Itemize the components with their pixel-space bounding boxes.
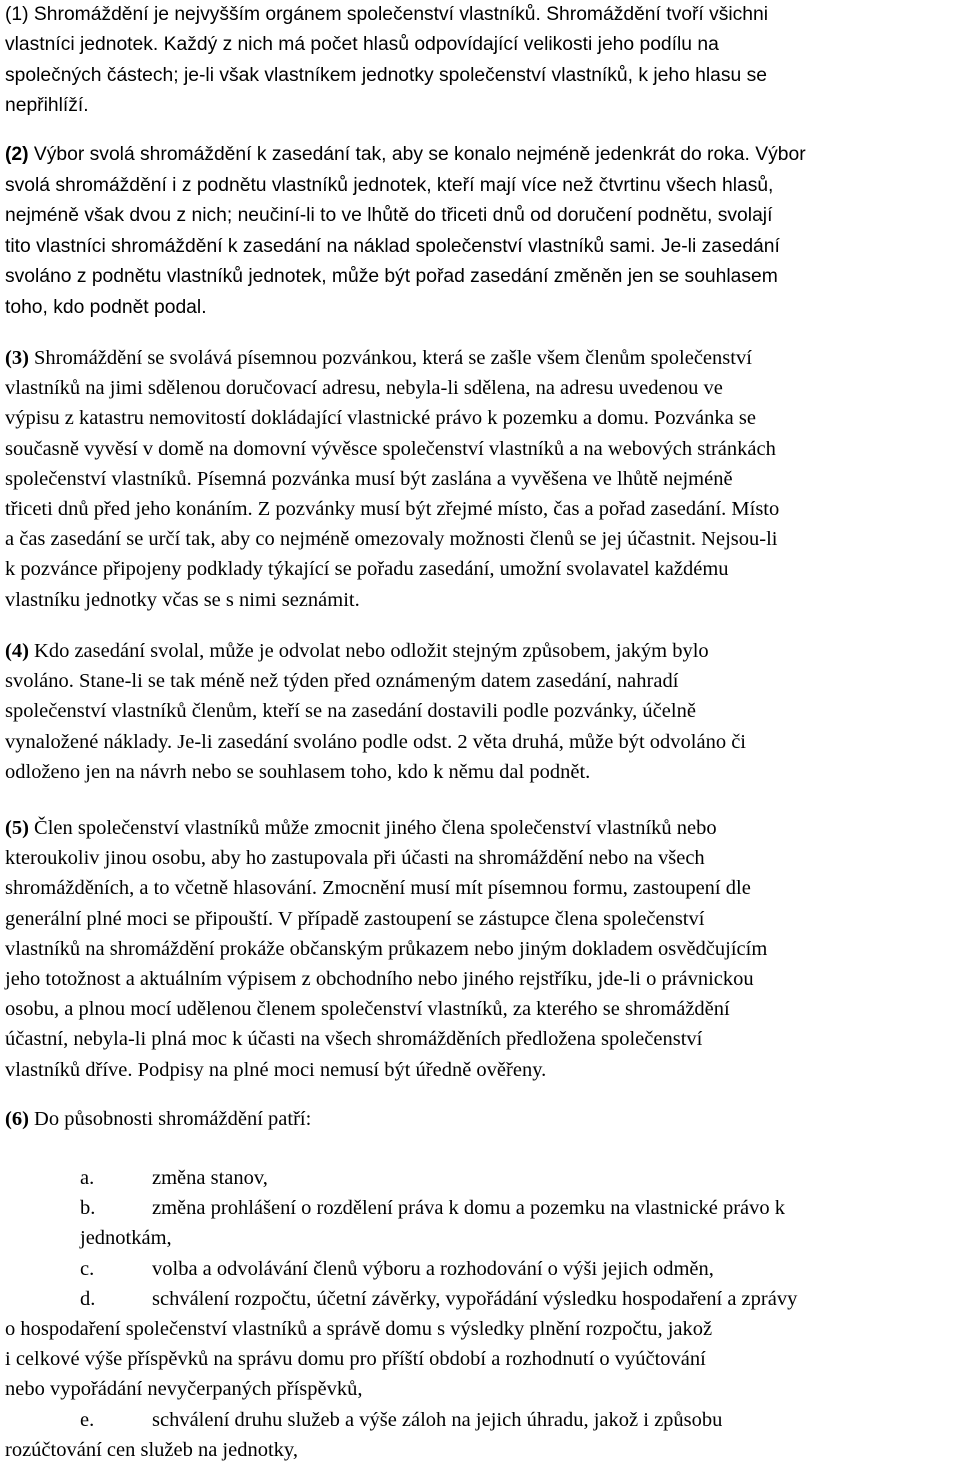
paragraph-1-line-3: společných částech; je-li však vlastníkem jednotky společenství vlastníků, k jeho hlasu se bbox=[5, 64, 767, 86]
paragraph-3-line-5: společenství vlastníků. Písemná pozvánka musí být zaslána a vyvěšena ve lhůtě nejméně bbox=[5, 467, 733, 490]
paragraph-1 bbox=[5, 0, 768, 122]
paragraph-5-line-8: účastní, nebyla-li plná moc k účasti na všech shromážděních předložena společenství bbox=[5, 1028, 703, 1051]
list-item-b-letter: b. bbox=[80, 1197, 96, 1220]
paragraph-6 bbox=[5, 1104, 311, 1134]
list-item-d-line-3: i celkové výše příspěvků na správu domu pro příští období a rozhodnutí o vyúčtování bbox=[5, 1348, 706, 1371]
paragraph-3-line-7: a čas zasedání se určí tak, aby co nejméně omezovaly možnosti členů se jej účastnit. Nejsou-li bbox=[5, 528, 778, 551]
paragraph-4-line-1: (4) Kdo zasedání svolal, může je odvolat nebo odložit stejným způsobem, jakým bylo bbox=[5, 640, 709, 662]
paragraph-2-number: (2) bbox=[5, 144, 29, 165]
paragraph-4-line-3: společenství vlastníků členům, kteří se na zasedání dostavili podle pozvánky, účelně bbox=[5, 700, 696, 723]
paragraph-2-line-6: toho, kdo podnět podal. bbox=[5, 296, 207, 318]
list-item-a-letter: a. bbox=[80, 1167, 95, 1189]
paragraph-2-line-5: svoláno z podnětu vlastníků jednotek, může být pořad zasedání změněn jen se souhlasem bbox=[5, 266, 778, 287]
list-item-b: b. změna prohlášení o rozdělení práva k domu a pozemku na vlastnické právo k bbox=[5, 1193, 797, 1223]
list-item-c-letter: c. bbox=[80, 1257, 95, 1280]
paragraph-5-line-3: shromážděních, a to včetně hlasování. Zmocnění musí mít písemnou formu, zastoupení dle bbox=[5, 877, 751, 900]
list-item-d: d. schválení rozpočtu, účetní závěrky, vypořádání výsledku hospodaření a zprávy bbox=[5, 1284, 797, 1314]
paragraph-5-number: (5) bbox=[5, 817, 29, 839]
paragraph-3-line-2: vlastníků na jimi sdělenou doručovací adresu, nebyla-li sdělena, na adresu uvedenou ve bbox=[5, 377, 723, 400]
list-item-d-letter: d. bbox=[80, 1287, 96, 1310]
list-item-e-letter: e. bbox=[80, 1408, 95, 1431]
paragraph-1-number: (1) bbox=[5, 4, 29, 25]
paragraph-3-line-6: třiceti dnů před jeho konáním. Z pozvánky musí být zřejmé místo, čas a pořad zasedání. Místo bbox=[5, 498, 780, 521]
paragraph-5-line-5: vlastníků na shromáždění prokáže občanským průkazem nebo jiným dokladem osvědčujícím bbox=[5, 937, 768, 960]
paragraph-2 bbox=[5, 140, 806, 323]
paragraph-5-line-2: kteroukoliv jinou osobu, aby ho zastupovala při účasti na shromáždění nebo na všech bbox=[5, 847, 705, 870]
paragraph-5-line-4: generální plné moci se připouští. V případě zastoupení se zástupce člena společenství bbox=[5, 907, 705, 930]
paragraph-5-line-1: (5) Člen společenství vlastníků může zmocnit jiného člena společenství vlastníků nebo bbox=[5, 817, 717, 839]
paragraph-6-intro: (6) Do působnosti shromáždění patří: bbox=[5, 1108, 312, 1130]
paragraph-3-number: (3) bbox=[5, 347, 29, 369]
paragraph-3-line-4: současně vyvěsí v domě na domovní vývěsce společenství vlastníků a na webových stránkách bbox=[5, 437, 776, 460]
paragraph-2-line-1: (2) Výbor svolá shromáždění k zasedání tak, aby se konalo nejméně jedenkrát do roka. Výbor bbox=[5, 144, 806, 165]
paragraph-6-number: (6) bbox=[5, 1108, 29, 1130]
paragraph-1-line-1: (1) Shromáždění je nejvyšším orgánem společenství vlastníků. Shromáždění tvoří všichni bbox=[5, 4, 769, 25]
paragraph-4-number: (4) bbox=[5, 640, 29, 662]
paragraph-2-line-3: nejméně však dvou z nich; neučiní-li to ve lhůtě do třiceti dnů od doručení podnětu, svolají bbox=[5, 205, 773, 226]
paragraph-4-line-4: vynaložené náklady. Je-li zasedání svoláno podle odst. 2 věta druhá, může být odvoláno či bbox=[5, 730, 747, 753]
list-item-e: e. schválení druhu služeb a výše záloh na jejich úhradu, jakož i způsobu bbox=[5, 1405, 797, 1435]
paragraph-6-list bbox=[5, 1163, 797, 1465]
paragraph-5-line-6: jeho totožnost a aktuálním výpisem z obchodního nebo jiného rejstříku, jde-li o právnickou bbox=[5, 968, 754, 991]
list-item-c: c. volba a odvolávání členů výboru a rozhodování o výši jejich odměn, bbox=[5, 1254, 797, 1284]
paragraph-3-line-1: (3) Shromáždění se svolává písemnou pozvánkou, která se zašle všem členům společenství bbox=[5, 347, 752, 369]
paragraph-5-line-9: vlastníků dříve. Podpisy na plné moci nemusí být úředně ověřeny. bbox=[5, 1058, 547, 1081]
paragraph-1-line-2: vlastníci jednotek. Každý z nich má počet hlasů odpovídající velikosti jeho podílu na bbox=[5, 34, 719, 56]
paragraph-4-line-5: odloženo jen na návrh nebo se souhlasem toho, kdo k němu dal podnět. bbox=[5, 760, 591, 783]
paragraph-5-line-7: osobu, a plnou mocí udělenou členem společenství vlastníků, za kterého se shromáždění bbox=[5, 998, 730, 1021]
paragraph-2-line-2: svolá shromáždění i z podnětu vlastníků jednotek, kteří mají více než čtvrtinu všech hlasů, bbox=[5, 174, 774, 196]
paragraph-3-line-9: vlastníku jednotky včas se s nimi seznámit. bbox=[5, 588, 360, 611]
paragraph-5 bbox=[5, 813, 767, 1085]
list-item-d-line-4: nebo vypořádání nevyčerpaných příspěvků, bbox=[5, 1378, 363, 1401]
paragraph-1-line-4: nepřihlíží. bbox=[5, 95, 89, 117]
paragraph-4-line-2: svoláno. Stane-li se tak méně než týden před oznámeným datem zasedání, nahradí bbox=[5, 670, 679, 693]
paragraph-3-line-8: k pozvánce připojeny podklady týkající se pořadu zasedání, umožní svolavatel každému bbox=[5, 558, 729, 581]
list-item-b-line-2: jednotkám, bbox=[80, 1227, 172, 1250]
paragraph-4 bbox=[5, 636, 746, 787]
list-item-a: a. změna stanov, bbox=[5, 1163, 797, 1193]
paragraph-3 bbox=[5, 343, 779, 615]
paragraph-3-line-3: výpisu z katastru nemovitostí dokládající vlastnické právo k pozemku a domu. Pozvánka se bbox=[5, 407, 756, 430]
list-item-e-line-2: rozúčtování cen služeb na jednotky, bbox=[5, 1438, 298, 1461]
list-item-d-line-2: o hospodaření společenství vlastníků a správě domu s výsledky plnění rozpočtu, jakož bbox=[5, 1318, 713, 1341]
paragraph-2-line-4: tito vlastníci shromáždění k zasedání na náklad společenství vlastníků sami. Je-li zasedání bbox=[5, 235, 780, 257]
